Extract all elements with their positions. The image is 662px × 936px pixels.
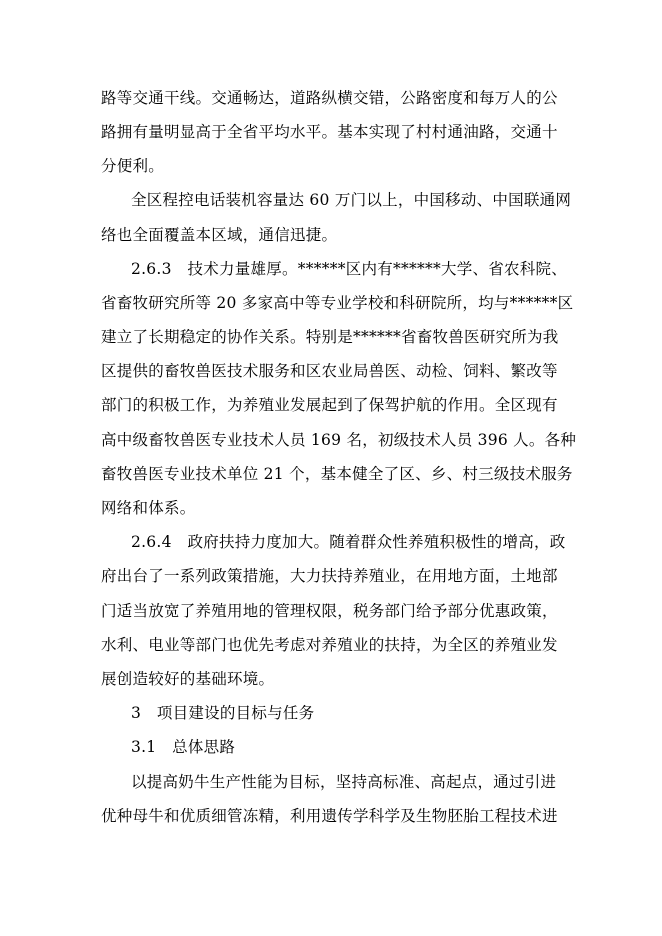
paragraph-line: 区提供的畜牧兽医技术服务和区农业局兽医、动检、饲料、繁改等 — [101, 362, 558, 380]
paragraph-line: 门适当放宽了养殖用地的管理权限，税务部门给予部分优惠政策， — [101, 602, 558, 620]
paragraph-line: 畜牧兽医专业技术单位 21 个，基本健全了区、乡、村三级技术服务 — [101, 465, 573, 483]
paragraph-line: 网络和体系。 — [101, 499, 196, 517]
paragraph-line: 省畜牧研究所等 20 多家高中等专业学校和科研院所，均与******区 — [101, 294, 574, 312]
paragraph-line: 部门的积极工作，为养殖业发展起到了保驾护航的作用。全区现有 — [101, 396, 558, 414]
paragraph-line: 府出台了一系列政策措施，大力扶持养殖业，在用地方面，土地部 — [101, 567, 558, 585]
paragraph-line: 以提高奶牛生产性能为目标，坚持高标准、高起点，通过引进 — [131, 773, 557, 791]
paragraph-line: 展创造较好的基础环境。 — [101, 670, 275, 688]
paragraph-line: 建立了长期稳定的协作关系。特别是******省畜牧兽医研究所为我 — [101, 328, 559, 346]
section-heading-3: 3 项目建设的目标与任务 — [131, 704, 315, 722]
section-2-6-3-line: 2.6.3 技术力量雄厚。******区内有******大学、省农科院、 — [131, 260, 567, 278]
paragraph-line: 络也全面覆盖本区域，通信迅捷。 — [101, 226, 338, 244]
paragraph-line: 水利、电业等部门也优先考虑对养殖业的扶持，为全区的养殖业发 — [101, 636, 558, 654]
paragraph-line: 路等交通干线。交通畅达，道路纵横交错，公路密度和每万人的公 — [101, 89, 558, 107]
paragraph-line: 全区程控电话装机容量达 60 万门以上，中国移动、中国联通网 — [131, 191, 572, 209]
paragraph-line: 高中级畜牧兽医专业技术人员 169 名，初级技术人员 396 人。各种 — [101, 431, 577, 449]
section-2-6-4-line: 2.6.4 政府扶持力度加大。随着群众性养殖积极性的增高，政 — [131, 533, 566, 551]
paragraph-line: 优种母牛和优质细管冻精，利用遗传学科学及生物胚胎工程技术进 — [101, 807, 558, 825]
paragraph-line: 分便利。 — [101, 157, 165, 175]
section-heading-3-1: 3.1 总体思路 — [131, 738, 236, 756]
paragraph-line: 路拥有量明显高于全省平均水平。基本实现了村村通油路，交通十 — [101, 123, 558, 141]
